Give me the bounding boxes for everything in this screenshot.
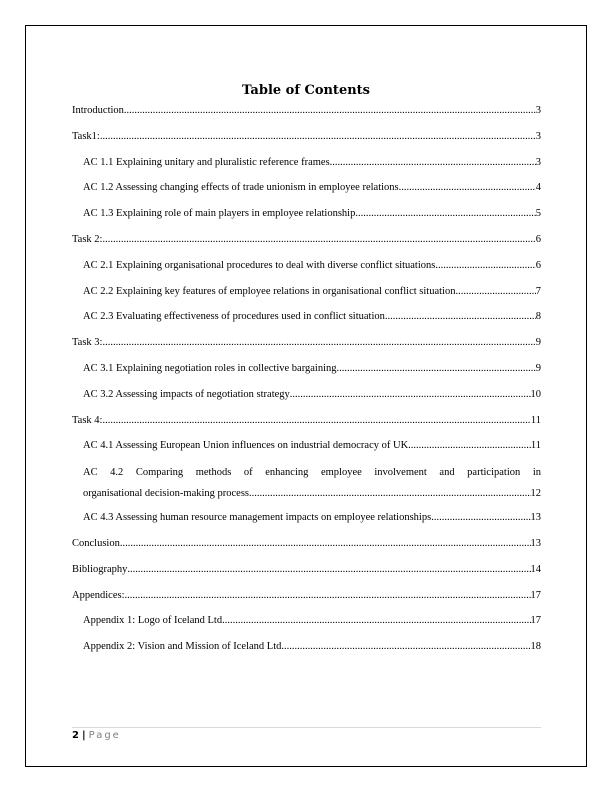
dot-leader — [408, 433, 531, 459]
toc-entry-page: 5 — [535, 208, 541, 220]
dot-leader — [222, 608, 530, 634]
toc-entry-label: Introduction — [72, 105, 124, 116]
toc-entry-task2[interactable] — [72, 227, 541, 253]
toc-entry-label: AC 1.3 Explaining role of main players in employee relationship — [83, 208, 356, 220]
toc-entry-bibliography[interactable] — [72, 557, 541, 583]
toc-entry-page: 11 — [530, 440, 541, 452]
dot-leader — [435, 253, 535, 279]
toc-entry-page: 3 — [535, 156, 541, 168]
toc-entry-page: 9 — [535, 362, 541, 374]
toc-entry-label: Appendix 2: Vision and Mission of Iceland Ltd — [83, 641, 282, 653]
toc-entry-page: 11 — [530, 414, 541, 426]
dot-leader — [399, 175, 536, 201]
toc-entry-label: Task 4: — [72, 414, 103, 426]
toc-entry-ac-4-1[interactable] — [72, 433, 541, 459]
toc-entry-ac-1-3[interactable] — [72, 201, 541, 227]
toc-entry-label: Bibliography — [72, 563, 128, 575]
toc-entry-page: 13 — [530, 512, 541, 524]
toc-entry-page: 7 — [535, 285, 541, 297]
dot-leader — [102, 408, 530, 434]
toc-entry-ac-2-1[interactable] — [72, 253, 541, 279]
toc-entry-label: Appendix 1: Logo of Iceland Ltd — [83, 615, 223, 627]
toc-entry-label: AC 1.2 Assessing changing effects of trade unionism in employee relations — [83, 182, 399, 194]
dot-leader — [385, 304, 536, 330]
toc-entry-label: AC 2.2 Explaining key features of employee relations in organisational conflict situation — [83, 285, 456, 297]
dot-leader — [125, 583, 531, 609]
dot-leader — [337, 356, 536, 382]
toc-entry-conclusion[interactable] — [72, 531, 541, 557]
toc-entry-label: AC 2.3 Evaluating effectiveness of procedures used in conflict situation — [83, 311, 385, 323]
footer-page-number: 2 — [72, 730, 79, 741]
toc-entry-page: 18 — [530, 641, 541, 653]
toc-entry-label: AC 4.3 Assessing human resource management impacts on employee relationships — [83, 512, 432, 524]
dot-leader — [100, 124, 536, 150]
toc-entry-ac-1-2[interactable] — [72, 175, 541, 201]
footer-divider — [72, 727, 541, 728]
toc-entry-label: Task1: — [72, 130, 100, 142]
toc-title: Table of Contents — [242, 83, 370, 98]
toc-entry-page: 6 — [535, 233, 541, 245]
toc-entry-appendix-1[interactable] — [72, 608, 541, 634]
dot-leader — [102, 227, 535, 253]
dot-leader — [102, 330, 535, 356]
toc-entry-ac-2-3[interactable] — [72, 304, 541, 330]
toc-entry-ac-4-3[interactable] — [72, 505, 541, 531]
toc-entry-page: 3 — [535, 130, 541, 142]
toc-entry-page: 17 — [530, 615, 541, 627]
toc-entry-task3[interactable] — [72, 330, 541, 356]
dot-leader — [124, 98, 536, 124]
toc-entry-appendices[interactable] — [72, 583, 541, 609]
dot-leader — [431, 505, 530, 531]
toc-entry-ac-3-2[interactable] — [72, 382, 541, 408]
footer-separator: | — [81, 730, 86, 741]
toc-entry-label: Appendices: — [72, 589, 125, 601]
table-of-contents — [72, 98, 541, 660]
toc-entry-page: 17 — [530, 589, 541, 601]
toc-entry-page: 12 — [530, 488, 541, 500]
toc-entry-introduction[interactable] — [72, 98, 541, 124]
dot-leader — [355, 201, 535, 227]
toc-entry-label: Task 2: — [72, 233, 103, 245]
toc-entry-page: 6 — [535, 259, 541, 271]
toc-entry-page: 8 — [535, 311, 541, 323]
toc-entry-appendix-2[interactable] — [72, 634, 541, 660]
toc-entry-page: 4 — [535, 182, 541, 194]
dot-leader — [127, 557, 530, 583]
toc-entry-label: AC 3.2 Assessing impacts of negotiation strategy — [83, 388, 290, 400]
toc-entry-task4[interactable] — [72, 408, 541, 434]
page-footer — [72, 730, 121, 741]
dot-leader — [455, 279, 535, 305]
dot-leader — [290, 382, 531, 408]
toc-entry-page: 14 — [530, 563, 541, 575]
toc-entry-label: Conclusion — [72, 537, 120, 549]
toc-entry-ac-2-2[interactable] — [72, 279, 541, 305]
toc-entry-label-line1: AC 4.2 Comparing methods of enhancing employee involvement and participation in — [83, 467, 541, 479]
toc-entry-page: 10 — [530, 388, 541, 400]
toc-entry-page: 13 — [530, 537, 541, 549]
toc-entry-label: AC 3.1 Explaining negotiation roles in collective bargaining — [83, 362, 337, 374]
toc-entry-task1[interactable] — [72, 124, 541, 150]
toc-entry-label: Task 3: — [72, 337, 103, 349]
toc-entry-label: AC 4.1 Assessing European Union influences on industrial democracy of UK — [83, 440, 409, 452]
toc-entry-label: AC 2.1 Explaining organisational procedures to deal with diverse conflict situations — [83, 259, 436, 271]
toc-entry-page: 3 — [535, 105, 541, 116]
toc-entry-ac-3-1[interactable] — [72, 356, 541, 382]
dot-leader — [120, 531, 531, 557]
dot-leader — [249, 483, 530, 505]
footer-page-word: Page — [88, 730, 121, 741]
toc-entry-label: AC 1.1 Explaining unitary and pluralistic reference frames — [83, 156, 330, 168]
dot-leader — [281, 634, 530, 660]
toc-entry-ac-1-1[interactable] — [72, 150, 541, 176]
dot-leader — [330, 150, 536, 176]
toc-entry-page: 9 — [535, 337, 541, 349]
toc-entry-ac-4-2[interactable] — [72, 463, 541, 505]
toc-entry-label-line2: organisational decision-making process — [83, 488, 250, 500]
